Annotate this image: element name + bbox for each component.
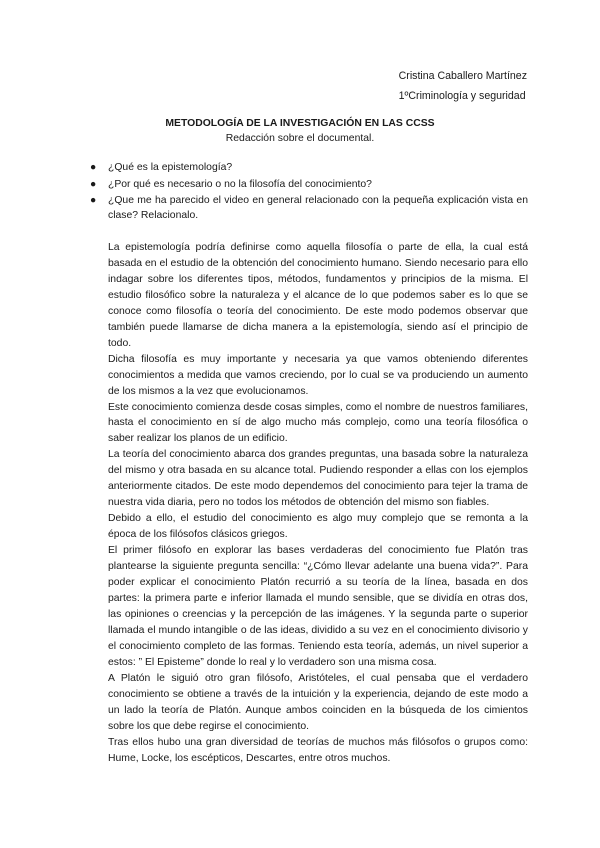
question-item: [88, 177, 528, 192]
paragraph: Tras ellos hubo una gran diversidad de teorías de muchos más filósofos o grupos como: Hume, Locke, los escépticos, Descartes, entre otros muchos.: [108, 736, 528, 764]
paragraph: La epistemología podría definirse como aquella filosofía o parte de ella, la cual está basada en el estudio de la obtención del conocimiento humano. Siendo necesario para ello indagar sobre los diferentes tipos, métodos, fundamentos y principios de la misma. El estudio filosófico sobre la naturaleza y el alcance de lo que podemos saber es lo que se conoce como filosofía o teoría del conocimiento. De este modo podemos observar que también puede llamarse de dicha manera a la epistemología, siendo así el principio de todo.: [108, 242, 528, 349]
paragraph: Este conocimiento comienza desde cosas simples, como el nombre de nuestros familiares, hasta el conocimiento en sí de algo mucho más complejo, como una teoría filosófica o saber realizar los planos de un edificio.: [108, 401, 528, 445]
question-item: [88, 160, 528, 175]
question-text: ¿Por qué es necesario o no la filosofía del conocimiento?: [108, 178, 372, 190]
bullet-icon: ●: [90, 178, 97, 190]
paragraph: Debido a ello, el estudio del conocimiento es algo muy complejo que se remonta a la época de los filósofos clásicos griegos.: [108, 513, 528, 541]
question-text: ¿Qué es la epistemología?: [108, 162, 233, 173]
author-name: Cristina Caballero Martínez: [398, 70, 527, 82]
paragraph: El primer filósofo en explorar las bases verdaderas del conocimiento fue Platón tras plantearse la siguiente pregunta sencilla: “¿Cómo llevar adelante una buena vida?”. Para poder explicar el conocimiento Platón recurrió a su teoría de la línea, basada en dos partes: la primera parte e inferior llamada el mundo sensible, que se dividía en otras dos, las opiniones o creencias y la percepción de las imágenes. Y la segunda parte o superior llamada el mundo intangible o de las ideas, dividido a su vez en el conocimiento divisorio y el conocimiento completo de las formas. Teniendo esta teoría, además, un nivel superior a estos: ” El Episteme” donde lo real y lo verdadero son una misma cosa.: [108, 545, 528, 668]
bullet-icon: ●: [90, 195, 97, 206]
essay-body: [108, 240, 528, 766]
paragraph: A Platón le siguió otro gran filósofo, Aristóteles, el cual pensaba que el verdadero conocimiento se obtiene a través de la intuición y la experiencia, dejando de este modo a un lado la teoría de Platón. Aunque ambos coinciden en la búsqueda de los cimientos sobre los que debe regirse el conocimiento.: [108, 672, 528, 732]
author-course: 1ºCriminología y seguridad: [398, 90, 526, 102]
paragraph: La teoría del conocimiento abarca dos grandes preguntas, una basada sobre la naturaleza del mismo y otra basada en su alcance total. Pudiendo responder a ellas con los ejemplos anteriormente citados. De este modo dependemos del conocimiento para tejer la trama de nuestra vida diaria, pero no todos los métodos de obtención del mismo son fiables.: [108, 449, 528, 509]
paragraph: Dicha filosofía es muy importante y necesaria ya que vamos obteniendo diferentes conocimientos a medida que vamos creciendo, por lo cual se va produciendo un aumento de los mismos a la vez que evolucionamos.: [108, 353, 528, 397]
question-text: ¿Que me ha parecido el video en general relacionado con la pequeña explicación vista en clase? Relacionalo.: [108, 195, 528, 221]
bullet-icon: ●: [90, 162, 97, 173]
question-list: [88, 160, 528, 225]
document-subtitle: Redacción sobre el documental.: [225, 133, 375, 144]
question-item: [88, 193, 528, 223]
author-block: [399, 66, 527, 106]
document-title: METODOLOGÍA DE LA INVESTIGACIÓN EN LAS CCSS: [165, 118, 435, 129]
